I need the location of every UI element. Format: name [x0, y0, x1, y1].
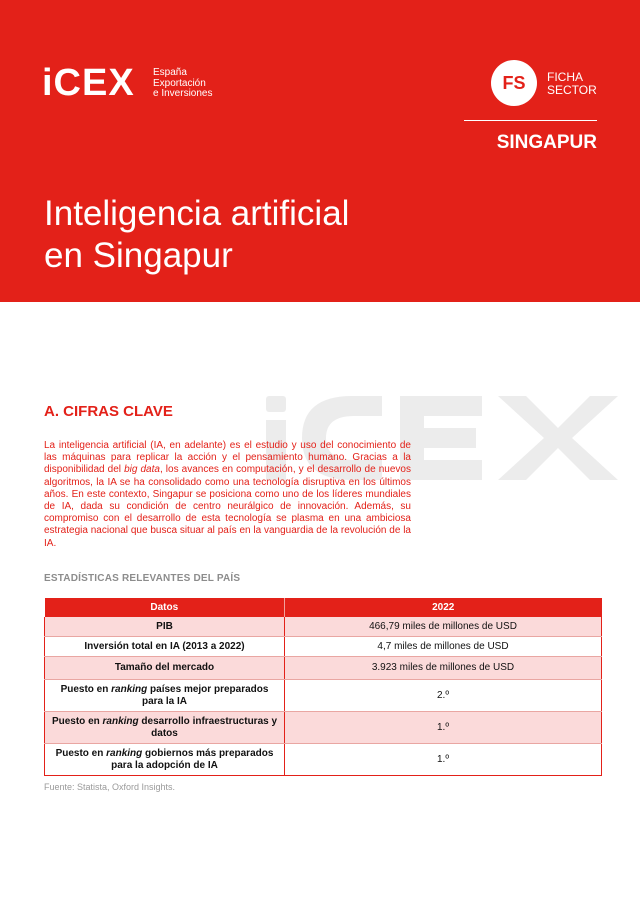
table-row	[45, 657, 602, 680]
fs-badge: FS	[491, 60, 537, 106]
country-name: SINGAPUR	[496, 132, 597, 153]
row-label-text: Puesto en	[60, 683, 112, 695]
row-label-emphasis: ranking	[102, 715, 139, 727]
intro-text: , los avances en computación, y el desarrollo de nuevos algoritmos, la IA se ha consolidado como una tecnología disruptiva en los últimos años. En este contexto, Singapur se posiciona como uno de los líderes mundiales de IA, dada su condición de centro neurálgico de innovación. Además, su compromiso con el desarrollo de esta tecnología se plasma en una ambiciosa estrategia nacional que busca situar al país en la vanguardia de la revolución de la IA.	[44, 464, 411, 549]
cover-header	[0, 0, 640, 302]
logo-subtitle	[153, 68, 212, 100]
intro-text: La inteligencia artificial (IA, en adelante) es el estudio y uso del conocimiento de las máquinas para replicar la acción y el pensamiento humano. Gracias a la disponibilidad del	[44, 440, 411, 476]
row-value: 4,7 miles de millones de USD	[285, 637, 602, 657]
row-label: Tamaño del mercado	[45, 657, 285, 680]
row-label-text: Puesto en	[51, 715, 103, 727]
intro-emphasis: big data	[124, 464, 160, 476]
table-header-row	[45, 598, 602, 617]
logo-subtitle-line: España	[153, 67, 187, 78]
column-header-datos: Datos	[45, 598, 285, 617]
row-label	[45, 744, 285, 776]
title-line: en Singapur	[44, 236, 233, 275]
row-label-text: Puesto en	[55, 747, 107, 759]
row-value: 2.º	[285, 680, 602, 712]
column-header-year: 2022	[285, 598, 602, 617]
header-divider	[464, 120, 597, 121]
logo-subtitle-line: Exportación	[153, 77, 206, 89]
row-value: 3.923 miles de millones de USD	[285, 657, 602, 680]
ficha-sector-label	[547, 71, 597, 97]
ficha-label-line: FICHA	[547, 70, 583, 84]
row-label: Inversión total en IA (2013 a 2022)	[45, 637, 285, 657]
row-label-text: países mejor preparados para la IA	[141, 683, 269, 707]
table-row	[45, 744, 602, 776]
source-note: Fuente: Statista, Oxford Insights.	[44, 782, 176, 792]
row-value: 1.º	[285, 744, 602, 776]
ficha-label-line: SECTOR	[547, 83, 597, 97]
row-label: PIB	[45, 617, 285, 637]
stats-table	[44, 598, 602, 776]
intro-paragraph	[44, 440, 411, 550]
table-row	[45, 712, 602, 744]
row-label	[45, 712, 285, 744]
title-line: Inteligencia artificial	[44, 194, 350, 233]
document-title	[44, 193, 349, 277]
row-label-text: desarrollo infraestructuras y datos	[138, 715, 278, 739]
table-row	[45, 680, 602, 712]
logo-wordmark: iCEX	[42, 62, 135, 104]
row-label-text: gobiernos más preparados para la adopción de IA	[111, 747, 274, 771]
row-value: 1.º	[285, 712, 602, 744]
table-row	[45, 617, 602, 637]
row-label-emphasis: ranking	[106, 747, 143, 759]
row-label	[45, 680, 285, 712]
section-title: A. CIFRAS CLAVE	[44, 403, 173, 420]
row-label-emphasis: ranking	[111, 683, 148, 695]
logo-subtitle-line: e Inversiones	[153, 88, 213, 99]
row-value: 466,79 miles de millones de USD	[285, 617, 602, 637]
table-row	[45, 637, 602, 657]
stats-title: ESTADÍSTICAS RELEVANTES DEL PAÍS	[44, 573, 241, 584]
